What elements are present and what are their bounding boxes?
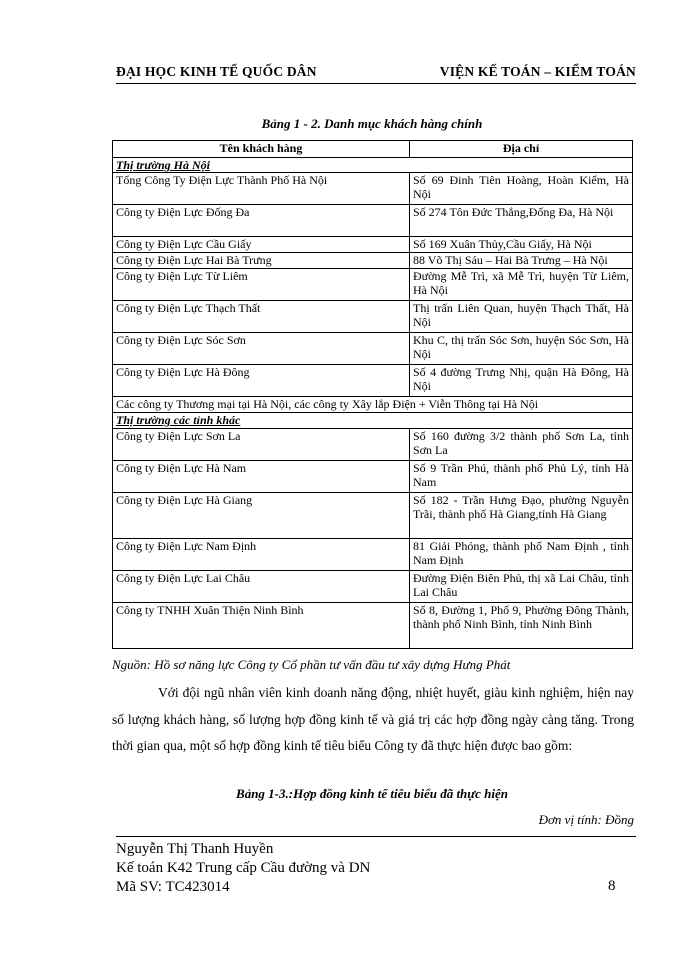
- client-table: [112, 140, 633, 649]
- table-header-row: [113, 141, 633, 158]
- table-row: [113, 365, 633, 397]
- table-row: [113, 539, 633, 571]
- client-name: Công ty Điện Lực Hai Bà Trưng: [113, 253, 410, 269]
- client-name: Công ty Điện Lực Từ Liêm: [113, 269, 410, 301]
- client-name: Công ty Điện Lực Hà Nam: [113, 461, 410, 493]
- client-name: Công ty Điện Lực Sóc Sơn: [113, 333, 410, 365]
- header-institute: VIỆN KẾ TOÁN – KIỂM TOÁN: [439, 64, 636, 79]
- table-row: [113, 205, 633, 237]
- page-footer: [116, 840, 370, 897]
- section-other-provinces: Thị trường các tỉnh khác: [113, 413, 633, 429]
- footer-rule: [116, 836, 636, 837]
- section-row: [113, 397, 633, 413]
- client-address: Số 169 Xuân Thủy,Cầu Giấy, Hà Nội: [410, 237, 633, 253]
- header-client-name: Tên khách hàng: [113, 141, 410, 158]
- client-address: Khu C, thị trấn Sóc Sơn, huyện Sóc Sơn, Hà Nội: [410, 333, 633, 365]
- table2-caption: Bảng 1-3.:Hợp đồng kinh tế tiêu biểu đã thực hiện: [236, 786, 508, 801]
- client-name: Công ty TNHH Xuân Thiện Ninh Bình: [113, 603, 410, 649]
- body-paragraph: [112, 680, 634, 760]
- client-name: Công ty Điện Lực Hà Giang: [113, 493, 410, 539]
- client-name: Công ty Điện Lực Cầu Giấy: [113, 237, 410, 253]
- client-name: Công ty Điện Lực Đống Đa: [113, 205, 410, 237]
- client-address: 88 Võ Thị Sáu – Hai Bà Trưng – Hà Nội: [410, 253, 633, 269]
- table-row: [113, 603, 633, 649]
- table-row: [113, 429, 633, 461]
- client-address: Số 9 Trần Phú, thành phố Phủ Lý, tỉnh Hà Nam: [410, 461, 633, 493]
- table-row: [113, 333, 633, 365]
- source-note: Nguồn: Hồ sơ năng lực Công ty Cổ phần tư vấn đầu tư xây dựng Hưng Phát: [112, 657, 511, 672]
- client-name: Công ty Điện Lực Thạch Thất: [113, 301, 410, 333]
- client-address: Số 274 Tôn Đức Thắng,Đống Đa, Hà Nội: [410, 205, 633, 237]
- page-header: [116, 64, 636, 80]
- client-name: Công ty Điện Lực Hà Đông: [113, 365, 410, 397]
- table-row: [113, 173, 633, 205]
- table-row: [113, 237, 633, 253]
- client-address: Số 69 Đinh Tiên Hoàng, Hoàn Kiếm, Hà Nội: [410, 173, 633, 205]
- table-row: [113, 269, 633, 301]
- section-row: [113, 158, 633, 173]
- client-address: Đường Mễ Trì, xã Mễ Trì, huyện Từ Liêm, Hà Nội: [410, 269, 633, 301]
- footer-class: Kế toán K42 Trung cấp Cầu đường và DN: [116, 860, 371, 876]
- header-address: Địa chỉ: [410, 141, 633, 158]
- client-address: 81 Giải Phóng, thành phố Nam Định , tỉnh Nam Định: [410, 539, 633, 571]
- table-row: [113, 493, 633, 539]
- hanoi-other-companies: Các công ty Thương mại tại Hà Nội, các công ty Xây lắp Điện + Viễn Thông tại Hà Nội: [113, 397, 633, 413]
- client-name: Tổng Công Ty Điện Lực Thành Phố Hà Nội: [113, 173, 410, 205]
- section-hanoi: Thị trường Hà Nội: [113, 158, 633, 173]
- table1-caption: Bảng 1 - 2. Danh mục khách hàng chính: [261, 116, 483, 131]
- page-number: 8: [608, 878, 616, 894]
- client-name: Công ty Điện Lực Lai Châu: [113, 571, 410, 603]
- header-rule: [116, 83, 636, 84]
- table-row: [113, 461, 633, 493]
- footer-author: Nguyễn Thị Thanh Huyền: [116, 841, 274, 857]
- client-address: Đường Điện Biên Phủ, thị xã Lai Châu, tỉnh Lai Châu: [410, 571, 633, 603]
- client-address: Số 182 - Trần Hưng Đạo, phường Nguyễn Trãi, thành phố Hà Giang,tỉnh Hà Giang: [410, 493, 633, 539]
- client-address: Số 4 đường Trưng Nhị, quận Hà Đông, Hà Nội: [410, 365, 633, 397]
- client-name: Công ty Điện Lực Nam Định: [113, 539, 410, 571]
- client-address: Số 8, Đường 1, Phố 9, Phường Đông Thành, thành phố Ninh Bình, tỉnh Ninh Bình: [410, 603, 633, 649]
- client-address: Thị trấn Liên Quan, huyện Thạch Thất, Hà Nội: [410, 301, 633, 333]
- table-row: [113, 301, 633, 333]
- client-name: Công ty Điện Lực Sơn La: [113, 429, 410, 461]
- footer-student-id: Mã SV: TC423014: [116, 879, 230, 895]
- table-row: [113, 571, 633, 603]
- paragraph-text: Với đội ngũ nhân viên kinh doanh năng động, nhiệt huyết, giàu kinh nghiệm, hiện nay số lượng khách hàng, số lượng hợp đồng kinh tế và giá trị các hợp đồng ngày càng tăng. Trong thời gian qua, một số hợp đồng kinh tế tiêu biểu Công ty đã thực hiện được bao gồm:: [112, 685, 634, 753]
- table-row: [113, 253, 633, 269]
- header-university: ĐẠI HỌC KINH TẾ QUỐC DÂN: [116, 64, 317, 79]
- unit-note: Đơn vị tính: Đồng: [538, 812, 634, 827]
- section-row: [113, 413, 633, 429]
- client-address: Số 160 đường 3/2 thành phố Sơn La, tỉnh Sơn La: [410, 429, 633, 461]
